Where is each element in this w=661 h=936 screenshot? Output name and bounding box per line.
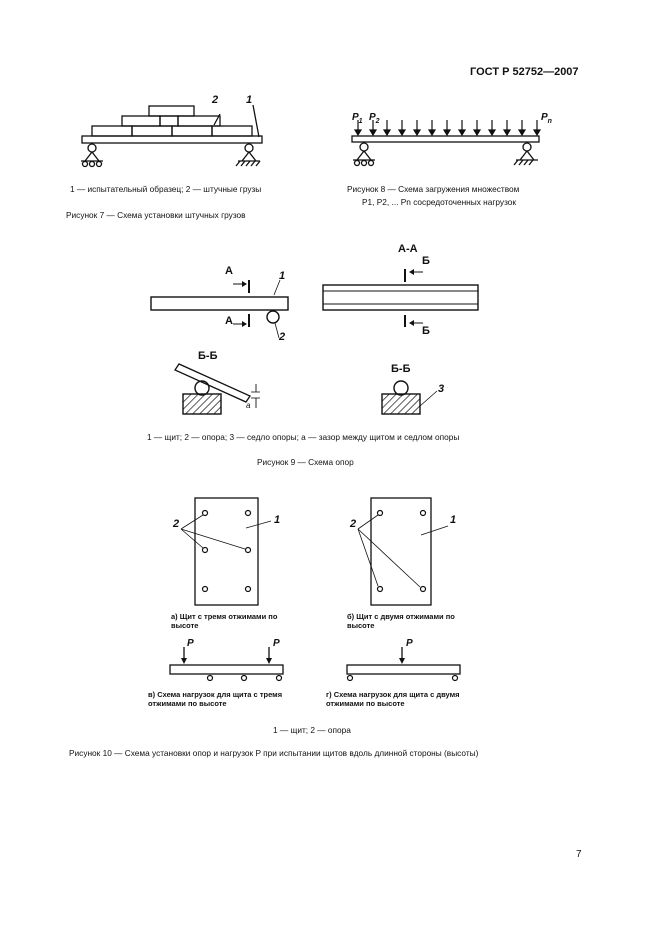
support-saddle <box>382 394 420 414</box>
right-support <box>514 143 538 165</box>
load-block <box>132 126 172 136</box>
figure-9-drawing <box>148 260 488 420</box>
fig10-force-c-right: P <box>273 638 280 649</box>
left-support <box>81 144 103 167</box>
fig10-force-c-left: P <box>187 638 194 649</box>
fig9-cut-b-bottom: Б <box>422 325 430 337</box>
fig10-sub-a: а) Щит с тремя отжимами по высоте <box>171 612 278 630</box>
fig8-label-pn: $P_n$ <box>541 112 552 125</box>
figure-10-drawing <box>168 495 468 690</box>
fig7-callout-1: 1 <box>246 94 253 106</box>
fig7-caption: Рисунок 7 — Схема установки штучных грузов <box>66 210 246 220</box>
fig9-section-bb-left: Б-Б <box>198 350 218 362</box>
left-support <box>353 143 375 166</box>
test-specimen <box>82 136 262 143</box>
shield-section <box>323 285 478 310</box>
fig9-section-aa: А-А <box>398 243 418 255</box>
fig10-sub-b: б) Щит с двумя отжимами по высоте <box>347 612 455 630</box>
load-block <box>149 106 194 116</box>
fig9-legend: 1 — щит; 2 — опора; 3 — седло опоры; a — зазор между щитом и седлом опоры <box>147 432 460 442</box>
fig9-callout-2: 2 <box>279 331 286 343</box>
load-block <box>172 126 212 136</box>
load-block <box>160 116 178 126</box>
fig10-sub-c: в) Схема нагрузок для щита с тремя отжимами по высоте <box>148 690 283 708</box>
fig10-callout-1-a: 1 <box>274 514 281 526</box>
fig10-legend: 1 — щит; 2 — опора <box>273 725 351 735</box>
fig10-callout-1-b: 1 <box>450 514 457 526</box>
fig9-cut-a-bottom: А <box>225 315 233 327</box>
support <box>267 311 279 323</box>
fig10-sub-d: г) Схема нагрузок для щита с двумя отжимами по высоте <box>326 690 460 708</box>
support-saddle <box>183 394 221 414</box>
fig10-callout-2-a: 2 <box>173 518 180 530</box>
page-number: 7 <box>576 849 582 860</box>
document-number: ГОСТ Р 52752—2007 <box>470 66 579 78</box>
load-block <box>122 116 160 126</box>
fig9-callout-3: 3 <box>438 383 445 395</box>
load-block <box>212 126 252 136</box>
load-arrows <box>355 120 540 135</box>
fig10-force-d: P <box>406 638 413 649</box>
beam-c <box>170 665 283 674</box>
fig10-callout-2-b: 2 <box>350 518 357 530</box>
load-block <box>92 126 132 136</box>
shield-b <box>371 498 431 605</box>
shield-a <box>195 498 258 605</box>
fig9-section-bb-right: Б-Б <box>391 363 411 375</box>
fig8-caption-line1: Рисунок 8 — Схема загружения множеством <box>347 184 520 194</box>
fig9-cut-a-top: А <box>225 265 233 277</box>
fig9-gap-symbol: a <box>246 401 251 410</box>
fig9-callout-1: 1 <box>279 270 286 282</box>
support <box>195 381 209 395</box>
fig9-caption: Рисунок 9 — Схема опор <box>257 457 354 467</box>
fig10-caption: Рисунок 10 — Схема установки опор и нагрузок P при испытании щитов вдоль длинной стороны (высоты) <box>69 748 479 758</box>
support <box>394 381 408 395</box>
beam-d <box>347 665 460 674</box>
fig9-cut-b-top: Б <box>422 255 430 267</box>
fig8-label-p1: $P_1$ <box>352 112 363 125</box>
fig7-callout-2: 2 <box>212 94 219 106</box>
fig7-legend: 1 — испытательный образец; 2 — штучные грузы <box>70 184 262 194</box>
right-support <box>236 144 260 166</box>
beam <box>352 136 539 142</box>
figure-7-drawing <box>78 90 268 170</box>
fig8-label-p2: $P_2$ <box>369 112 380 125</box>
shield <box>151 297 288 310</box>
fig8-caption-line2: P1, P2, ... Pn сосредоточенных нагрузок <box>362 197 517 207</box>
